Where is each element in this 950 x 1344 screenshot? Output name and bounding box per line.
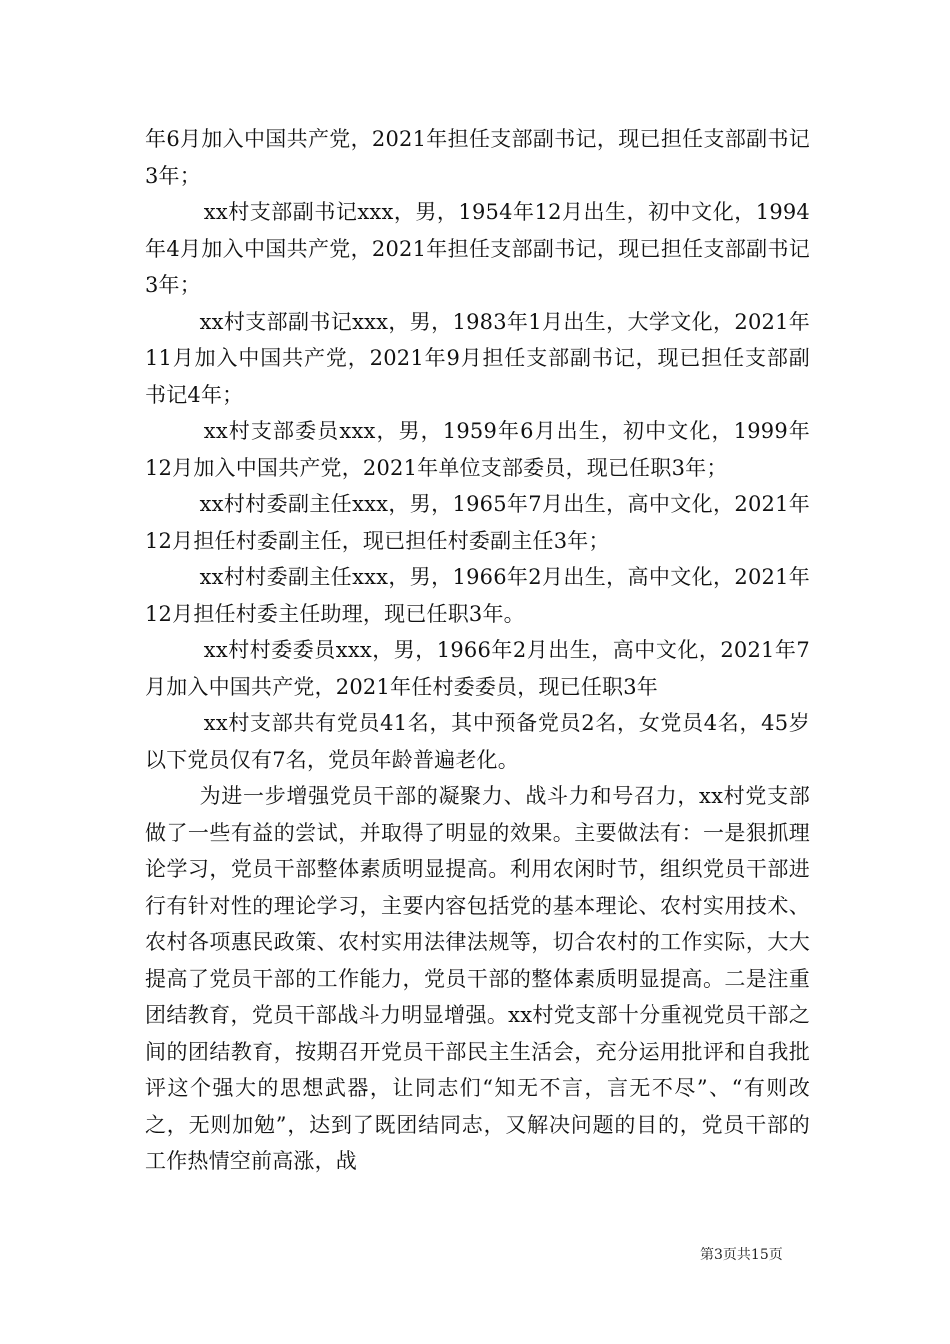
paragraph-vice-director-1: xx村村委副主任xxx，男，1965年7月出生，高中文化，2021年12月担任村委副主任，现已担任村委副主任3年；	[145, 492, 810, 553]
paragraph-branch-member: xx村支部委员xxx，男，1959年6月出生，初中文化，1999年12月加入中国共产党，2021年单位支部委员，现已任职3年；	[145, 419, 810, 480]
paragraph-practices: 为进一步增强党员干部的凝聚力、战斗力和号召力，xx村党支部做了一些有益的尝试，并取得了明显的效果。主要做法有：一是狠抓理论学习，党员干部整体素质明显提高。利用农闲时节，组织党员干部进行有针对性的理论学习，主要内容包括党的基本理论、农村实用技术、农村各项惠民政策、农村实用法律法规等，切合农村的工作实际，大大提高了党员干部的工作能力，党员干部的整体素质明显提高。二是注重团结教育，党员干部战斗力明显增强。xx村党支部十分重视党员干部之间的团结教育，按期召开党员干部民主生活会，充分运用批评和自我批评这个强大的思想武器，让同志们“知无不言，言无不尽”、“有则改之，无则加勉”，达到了既团结同志，又解决问题的目的，党员干部的工作热情空前高涨，战	[145, 784, 810, 1173]
paragraph-party-members-summary: xx村支部共有党员41名，其中预备党员2名，女党员4名，45岁以下党员仅有7名，党员年龄普遍老化。	[145, 711, 810, 772]
paragraph-deputy-secretary-2: xx村支部副书记xxx，男，1983年1月出生，大学文化，2021年11月加入中国共产党，2021年9月担任支部副书记，现已担任支部副书记4年；	[145, 309, 810, 407]
paragraph-deputy-secretary-1: xx村支部副书记xxx，男，1954年12月出生，初中文化，1994年4月加入中国共产党，2021年担任支部副书记，现已担任支部副书记3年；	[145, 200, 810, 297]
document-body	[145, 121, 810, 1180]
paragraph-continuation: 年6月加入中国共产党，2021年担任支部副书记，现已担任支部副书记3年；	[145, 127, 810, 188]
paragraph-vice-director-2: xx村村委副主任xxx，男，1966年2月出生，高中文化，2021年12月担任村委主任助理，现已任职3年。	[145, 565, 810, 626]
paragraph-committee-member: xx村村委委员xxx，男，1966年2月出生，高中文化，2021年7月加入中国共产党，2021年任村委委员，现已任职3年	[145, 638, 810, 699]
page-number-footer: 第3页共15页	[700, 1247, 783, 1263]
